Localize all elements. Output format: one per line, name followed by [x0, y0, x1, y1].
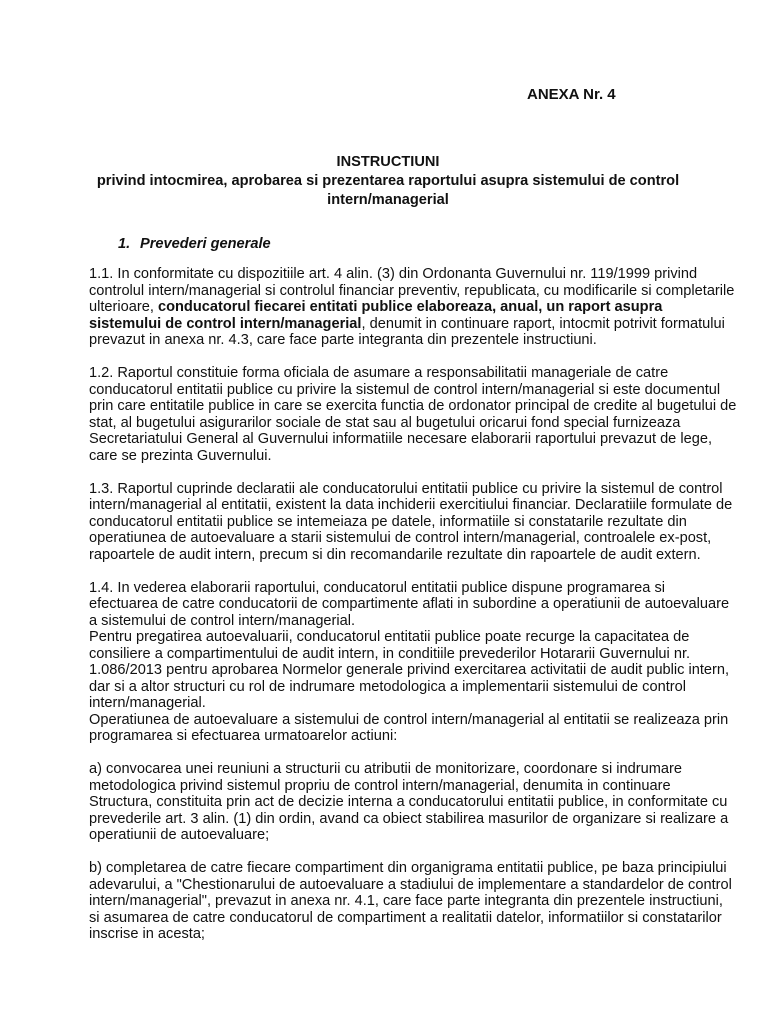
- document-body: [89, 266, 737, 943]
- text-line: efectuarea de catre conducatorii de compartimente aflati in subordine a operatiunii de autoevaluare: [89, 596, 730, 612]
- paragraph-1-2: [89, 365, 737, 464]
- text-run: ulterioare,: [89, 299, 158, 315]
- text-line: 1.3. Raportul cuprinde declaratii ale conducatorului entitatii publice cu privire la sistemul de control: [89, 480, 723, 497]
- text-line: 1.086/2013 pentru aprobarea Normelor generale privind exercitarea activitatii de audit public intern,: [89, 662, 730, 678]
- list-item-b: [89, 860, 732, 943]
- text-line: conducatorul entitatii publice cu privire la sistemul de control intern/managerial si este documentul: [89, 381, 721, 398]
- text-line: 1.1. In conformitate cu dispozitiile art. 4 alin. (3) din Ordonanta Guvernului nr. 119/1999 privind: [89, 266, 698, 282]
- text-line: 1.4. In vederea elaborarii raportului, conducatorul entitatii publice dispune programarea si: [89, 579, 665, 596]
- section-number: 1.: [118, 236, 131, 252]
- section-title: Prevederi generale: [140, 236, 271, 252]
- text-line: metodologica privind sistemul propriu de control intern/managerial, denumita in continuare: [89, 777, 671, 794]
- paragraph-1-3: [89, 480, 733, 564]
- text-line: a) convocarea unei reuniuni a structurii cu atributii de monitorizare, coordonare si indrumare: [89, 761, 682, 777]
- document-title: [70, 153, 706, 210]
- text-line: inscrise in acesta;: [89, 926, 205, 942]
- text-line: adevarului, a "Chestionarului de autoevaluare a stadiului de implementare a standardelor de control: [89, 876, 732, 893]
- paragraph-1-1: [89, 266, 735, 349]
- text-line: operatiunea de autoevaluare a starii sistemului de control intern/managerial, controalele ex-post,: [89, 530, 712, 546]
- text-line: programarea si efectuarea urmatoarelor actiuni:: [89, 728, 398, 744]
- text-line: dar si a altor structuri cu rol de indrumare metodologica a implementarii sistemului de control: [89, 678, 686, 695]
- text-line: Operatiunea de autoevaluare a sistemului de control intern/managerial al entitatii se realizeaza prin: [89, 711, 729, 728]
- text-line: conducatorul entitatii publice se intemeiaza pe datele, informatiile si constatarile rezultate din: [89, 513, 687, 530]
- text-line: rapoartele de audit intern, precum si din recomandarile rezultate din rapoartele de audit extern.: [89, 546, 701, 563]
- text-line: consiliere a compartimentului de audit intern, in conditiile prevederilor Hotararii Guvernului nr.: [89, 645, 691, 662]
- annex-label: ANEXA Nr. 4: [527, 86, 616, 103]
- text-line: 1.2. Raportul constituie forma oficiala de asumare a responsabilitatii manageriale de catre: [89, 365, 669, 381]
- text-line: [89, 299, 729, 316]
- text-run: , denumit in continuare raport, intocmit potrivit formatului: [361, 315, 725, 332]
- text-line: [89, 316, 729, 333]
- bold-text-run: conducatorul fiecarei entitati publice elaboreaza, anual, un raport asupra: [157, 299, 663, 315]
- text-line: intern/managerial.: [89, 695, 206, 711]
- text-line: b) completarea de catre fiecare compartiment din organigrama entitatii publice, pe baza principiului: [89, 860, 727, 876]
- text-line: intern/managerial", prevazut in anexa nr. 4.1, care face parte integranta din prezentele instructiuni,: [89, 893, 723, 909]
- text-line: prin care entitatile publice in care se exercita functia de ordonator principal de credite al bugetului de: [89, 398, 737, 414]
- text-line: Pentru pregatirea autoevaluarii, conducatorul entitatii publice poate recurge la capacitatea de: [89, 629, 690, 645]
- title-line-2: privind intocmirea, aprobarea si prezentarea raportului asupra sistemului de control: [96, 173, 680, 189]
- text-line: a sistemului de control intern/managerial.: [89, 612, 356, 629]
- text-line: operatiunii de autoevaluare;: [89, 827, 270, 843]
- text-line: controlul intern/managerial si controlul financiar preventiv, republicata, cu modificarile si completarile: [89, 282, 735, 299]
- title-line-3: intern/managerial: [327, 192, 449, 208]
- title-line-1: INSTRUCTIUNI: [336, 154, 440, 170]
- text-line: prevederile art. 3 alin. (1) din ordin, avand ca obiect stabilirea masurilor de organizare si realizare a: [89, 810, 729, 827]
- text-line: prevazut in anexa nr. 4.3, care face parte integranta din prezentele instructiuni.: [89, 332, 597, 348]
- bold-text-run: sistemului de control intern/managerial: [89, 315, 362, 332]
- text-line: si asumarea de catre conducatorul de compartiment a realitatii datelor, informatiilor si constatarilor: [89, 909, 722, 926]
- paragraph-1-4: [89, 580, 729, 745]
- text-line: care se prezinta Guvernului.: [89, 447, 272, 464]
- section-heading: [118, 236, 271, 253]
- text-line: Secretariatului General al Guvernului informatiile necesare elaborarii raportului prevazut de lege,: [89, 431, 712, 447]
- text-line: stat, al bugetului asigurarilor sociale de stat sau al bugetului oricarui fond special furnizeaza: [89, 414, 681, 431]
- list-item-a: [89, 761, 729, 844]
- text-line: Structura, constituita prin act de decizie interna a conducatorului entitatii publice, in conformitate cu: [89, 794, 728, 810]
- text-line: intern/managerial al entitatii, existent la data inchiderii exercitiului financiar. Declaratiile formulate de: [89, 497, 733, 513]
